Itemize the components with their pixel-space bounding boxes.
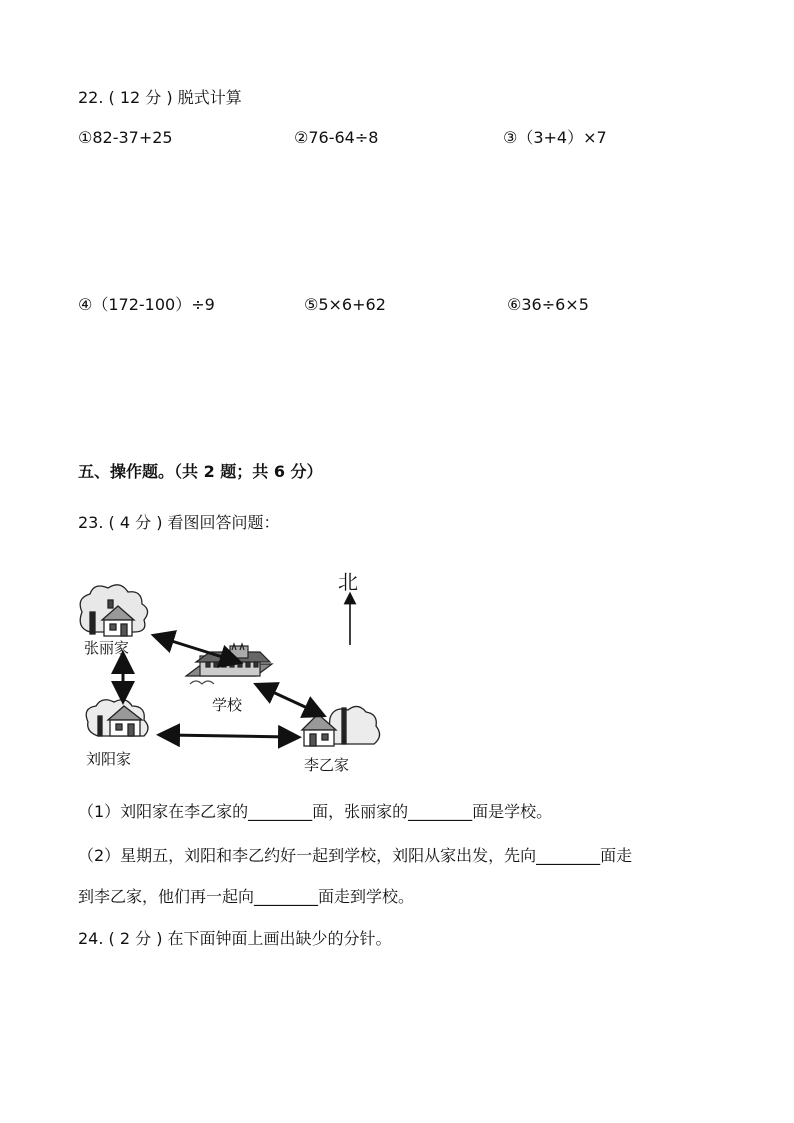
q22-item-5: ⑤5×6+62 [304, 295, 386, 314]
liuyang-label: 刘阳家 [86, 750, 132, 768]
route-zhangli-school [162, 638, 232, 660]
q22-item-6: ⑥36÷6×5 [507, 295, 589, 314]
q24-title: 24. ( 2 分 ) 在下面钟面上画出缺少的分针。 [78, 929, 392, 948]
section-heading: 五、操作题。（共 2 题；共 6 分） [78, 462, 323, 481]
route-school-liyi [264, 688, 316, 712]
q23-sub1: （1）刘阳家在李乙家的________面，张丽家的________面是学校。 [78, 802, 553, 821]
north-label: 北 [338, 570, 358, 594]
q22-item-1: ①82-37+25 [78, 128, 173, 147]
q22-item-3: ③（3+4）×7 [503, 128, 607, 147]
q23-sub2-line2: 到李乙家，他们再一起向________面走到学校。 [78, 887, 415, 906]
q23-title: 23. ( 4 分 ) 看图回答问题： [78, 513, 280, 532]
zhangli-house-icon [80, 585, 147, 636]
liyi-label: 李乙家 [304, 756, 350, 774]
q23-sub2-line1: （2）星期五，刘阳和李乙约好一起到学校，刘阳从家出发，先向________面走 [78, 846, 633, 865]
school-label: 学校 [212, 696, 243, 714]
liuyang-house-icon [86, 700, 148, 736]
q22-item-2: ②76-64÷8 [294, 128, 379, 147]
q22-item-4: ④（172-100）÷9 [78, 295, 215, 314]
q22-title: 22. ( 12 分 ) 脱式计算 [78, 88, 242, 107]
zhangli-label: 张丽家 [84, 639, 130, 657]
route-liuyang-liyi [168, 735, 290, 737]
